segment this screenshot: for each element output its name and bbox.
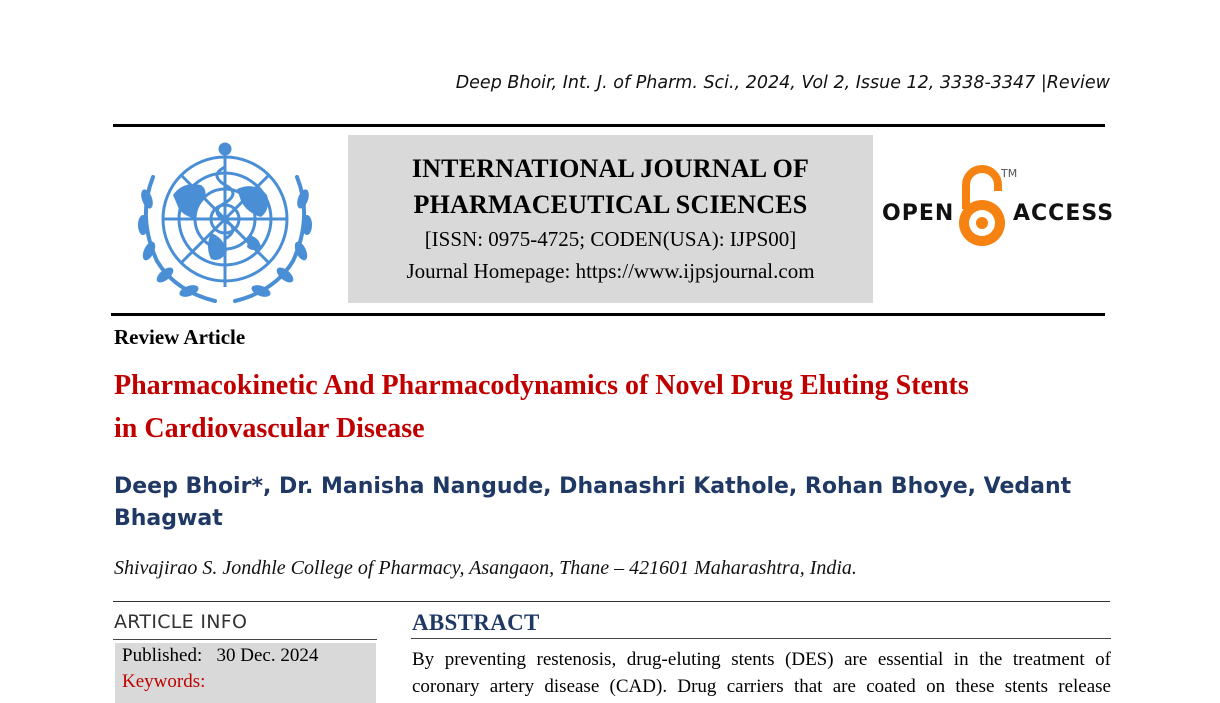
journal-title-line-2: PHARMACEUTICAL SCIENCES xyxy=(413,190,808,219)
affiliation-divider xyxy=(113,601,1110,602)
open-access-logo xyxy=(880,165,1115,255)
author-list xyxy=(114,471,1104,535)
running-header: Deep Bhoir, Int. J. of Pharm. Sci., 2024, Vol 2, Issue 12, 3338-3347 |Review xyxy=(455,73,1110,93)
published-date: Published: 30 Dec. 2024 xyxy=(122,645,319,666)
journal-title-line-1: INTERNATIONAL JOURNAL OF xyxy=(411,154,810,183)
abstract-divider xyxy=(411,638,1111,639)
article-title xyxy=(114,364,1114,450)
journal-issn: [ISSN: 0975-4725; CODEN(USA): IJPS00] xyxy=(424,227,797,251)
affiliation: Shivajirao S. Jondhle College of Pharmacy, Asangaon, Thane – 421601 Maharashtra, India. xyxy=(114,557,857,579)
abstract-text xyxy=(412,646,1111,700)
article-type: Review Article xyxy=(114,325,246,349)
open-access-open-text: OPEN xyxy=(882,201,955,226)
author-list-line-1: Deep Bhoir*, Dr. Manisha Nangude, Dhanashri Kathole, Rohan Bhoye, Vedant xyxy=(114,474,1072,499)
trademark-symbol: TM xyxy=(1001,167,1018,180)
article-info-divider xyxy=(113,639,377,640)
article-info-heading: ARTICLE INFO xyxy=(114,611,248,633)
journal-masthead xyxy=(348,135,873,303)
article-title-line-2: in Cardiovascular Disease xyxy=(114,413,425,444)
header-rule-top xyxy=(113,124,1105,127)
article-info-box xyxy=(115,643,376,703)
open-access-access-text: ACCESS xyxy=(1013,201,1115,226)
emblem-logo xyxy=(125,137,325,307)
abstract-line-1: By preventing restenosis, drug-eluting stents (DES) are essential in the treatment of xyxy=(412,649,1111,670)
abstract-heading: ABSTRACT xyxy=(412,610,540,635)
author-list-line-2: Bhagwat xyxy=(114,506,223,531)
header-rule-bottom xyxy=(111,313,1105,316)
abstract-line-2: coronary artery disease (CAD). Drug carriers that are coated on these stents release xyxy=(412,676,1111,697)
journal-homepage: Journal Homepage: https://www.ijpsjournal.com xyxy=(406,259,815,283)
article-title-line-1: Pharmacokinetic And Pharmacodynamics of Novel Drug Eluting Stents xyxy=(114,370,969,401)
keywords-label: Keywords: xyxy=(122,671,206,692)
